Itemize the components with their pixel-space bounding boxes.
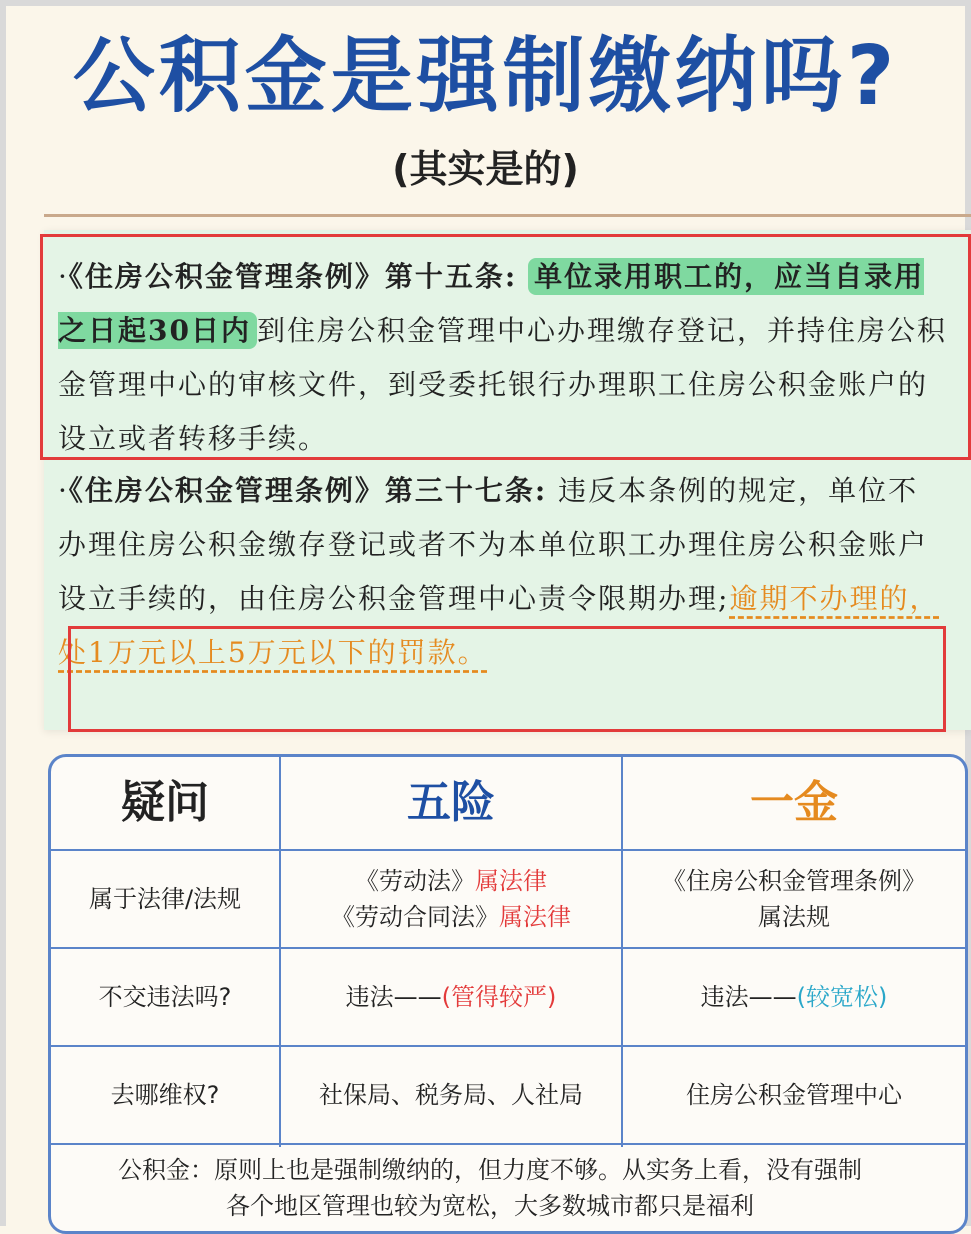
article-15-red-box — [40, 234, 971, 460]
law-name: 《住房公积金管理条例》 — [662, 867, 926, 895]
row-yijin — [623, 949, 965, 1045]
header-wuxian: 五险 — [407, 777, 495, 828]
row-question: 去哪维权? — [110, 1081, 220, 1109]
row-wuxian — [281, 851, 621, 947]
law-article-15-highlight: 单位录用职工的，应当自录用之日起30日内 — [58, 260, 925, 347]
answer-text: 违法—— — [700, 983, 797, 1011]
table-divider — [51, 1143, 965, 1145]
law-article-15-title: 《住房公积金管理条例》第十五条: — [68, 260, 518, 293]
title-divider — [44, 214, 971, 217]
row-yijin — [623, 851, 965, 947]
page-subtitle: (其实是的) — [392, 147, 579, 191]
law-name: 《劳动合同法》 — [331, 903, 499, 931]
bullet: · — [58, 260, 69, 293]
law-name: 《劳动法》 — [355, 867, 475, 895]
footer-line: 公积金：原则上也是强制缴纳的，但力度不够。从实务上看，没有强制 — [118, 1156, 862, 1184]
law-tag: 属法律 — [475, 867, 547, 895]
row-question: 属于法律/法规 — [88, 885, 242, 913]
page-title: 公积金是强制缴纳吗? — [72, 29, 899, 124]
answer-tag: (管得较严) — [441, 983, 557, 1011]
table-footer-note — [40, 1152, 940, 1224]
row-wuxian — [281, 949, 621, 1045]
header-question: 疑问 — [121, 777, 209, 828]
law-article-37-title: 《住房公积金管理条例》第三十七条: — [68, 474, 548, 507]
header-yijin: 一金 — [750, 777, 838, 828]
bullet: · — [58, 474, 69, 507]
law-article-15-body: 到住房公积金管理中心办理缴存登记，并持住房公积金管理中心的审核文件，到受委托银行办理职工住房公积金账户的设立或者转移手续。 — [58, 314, 947, 455]
footer-line: 各个地区管理也较为宽松，大多数城市都只是福利 — [226, 1192, 754, 1220]
row-question: 不交违法吗? — [98, 983, 232, 1011]
law-tag: 属法规 — [758, 903, 830, 931]
answer-text: 违法—— — [345, 983, 442, 1011]
penalty-red-box — [68, 626, 946, 732]
law-tag: 属法律 — [499, 903, 571, 931]
law-article-37-penalty: 逾期不办理的，处1万元以上5万元以下的罚款。 — [58, 582, 940, 669]
law-article-37-body: 违反本条例的规定，单位不办理住房公积金缴存登记或者不为本单位职工办理住房公积金账户设立手续的，由住房公积金管理中心责令限期办理; — [58, 474, 929, 615]
row-wuxian: 社保局、税务局、人社局 — [319, 1081, 583, 1109]
row-yijin: 住房公积金管理中心 — [686, 1081, 902, 1109]
answer-tag: (较宽松) — [796, 983, 888, 1011]
